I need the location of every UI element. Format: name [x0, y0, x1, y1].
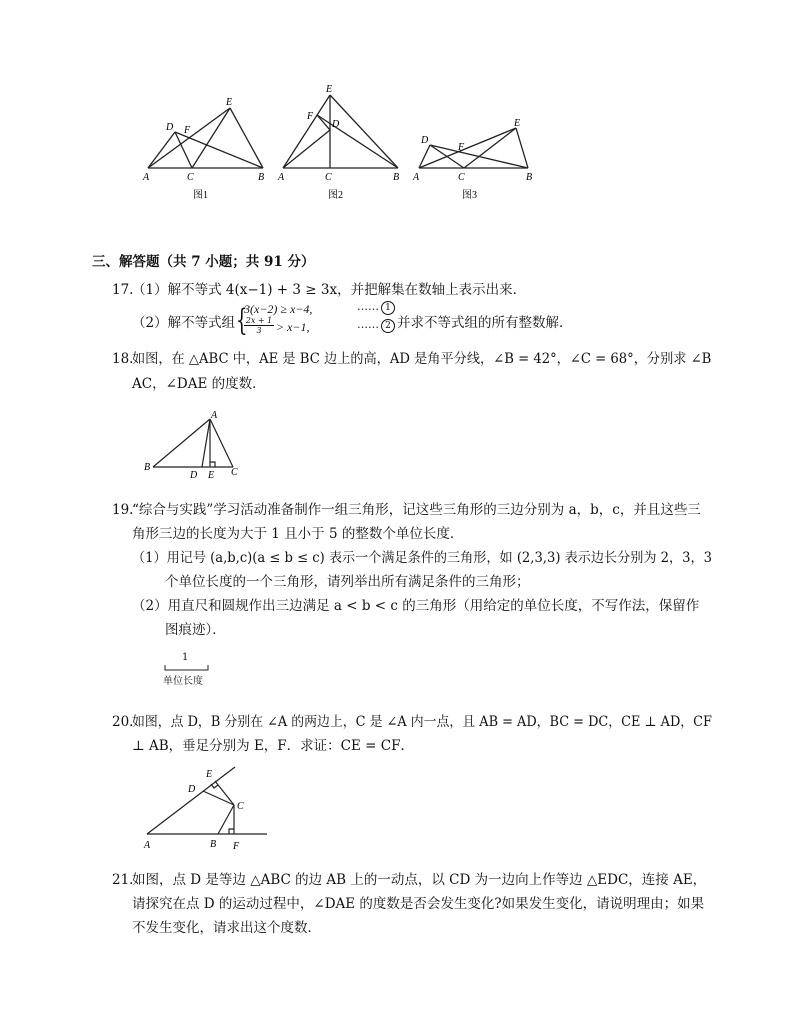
- q17-system-brace: {: [236, 303, 248, 338]
- fig2-caption: 图2: [328, 190, 343, 201]
- figure-2: [283, 95, 398, 168]
- q17-part2-prefix: （2）解不等式组: [132, 315, 236, 331]
- q17-dots-1: ……: [357, 300, 379, 313]
- q20-label-b: B: [210, 839, 217, 850]
- q20-label-a: A: [144, 840, 151, 851]
- top-figures: [0, 0, 794, 215]
- fig1-label-d: D: [166, 122, 174, 133]
- section-title: 三、解答题（共 7 小题；共 91 分）: [92, 254, 315, 270]
- q17-number: 17.: [112, 282, 134, 298]
- fig2-label-d: D: [332, 119, 340, 130]
- q18-line-ab: [153, 419, 210, 467]
- q18-label-e: E: [208, 470, 215, 481]
- fig3-label-a: A: [413, 172, 420, 183]
- fig3-label-c: C: [458, 172, 465, 183]
- fig2-label-e: E: [326, 84, 333, 95]
- fig3-label-e: E: [514, 118, 521, 129]
- q20-label-c: C: [237, 801, 244, 812]
- q17-circle-1: 1: [381, 301, 395, 315]
- q20-line2: ⊥ AB，垂足分别为 E，F．求证：CE = CF．: [132, 738, 414, 754]
- q17-circle-2: 2: [381, 319, 395, 333]
- fig1-label-a: A: [143, 172, 150, 183]
- q19-part2-line2: 图痕迹）．: [165, 622, 226, 638]
- q21-line3: 不发生变化，请求出这个度数．: [132, 920, 321, 936]
- q20-label-f: F: [233, 841, 240, 852]
- fig1-line-ce: [192, 108, 230, 168]
- fig1-label-b: B: [258, 172, 265, 183]
- q18-figure: [140, 405, 250, 485]
- fig1-label-e: E: [226, 97, 233, 108]
- q20-label-d: D: [188, 784, 196, 795]
- q18-label-b: B: [144, 462, 151, 473]
- q18-right-angle: [210, 462, 215, 467]
- fig1-caption: 图1: [193, 190, 208, 201]
- fig2-label-b: B: [393, 172, 400, 183]
- q19-part2-line1: （2）用直尺和圆规作出三边满足 a < b < c 的三角形（用给定的单位长度，不写作法，保留作: [132, 598, 700, 614]
- q19-unit-segment: [164, 664, 210, 672]
- q17-system-eq2-rest: > x−1,: [276, 320, 310, 334]
- figure-3: [419, 128, 528, 168]
- fig3-line-ce: [464, 128, 516, 168]
- q18-label-c: C: [231, 467, 238, 478]
- fig2-label-a: A: [278, 172, 285, 183]
- q20-line-dc: [203, 791, 234, 805]
- fig3-label-f: F: [458, 142, 465, 153]
- q19-part1-line1: （1）用记号 (a,b,c)(a ≤ b ≤ c) 表示一个满足条件的三角形，如 (2,3,3) 表示边长分别为 2，3，3: [132, 550, 712, 566]
- q20-label-e: E: [206, 769, 213, 780]
- q21-line1: 如图，点 D 是等边 △ABC 的边 AB 上的一动点，以 CD 为一边向上作等边 △EDC，连接 AE，: [132, 872, 707, 888]
- fig3-line-eb: [516, 128, 528, 168]
- q19-unit-value: 1: [182, 652, 189, 663]
- fig3-label-b: B: [526, 172, 533, 183]
- q19-number: 19.: [112, 502, 134, 518]
- fig2-line-ae: [283, 95, 330, 168]
- q20-right-angle-e: [211, 784, 218, 788]
- q20-ray-ad: [147, 767, 235, 834]
- q20-line-bc: [218, 805, 234, 834]
- q20-right-angle-f: [229, 829, 234, 834]
- q19-line2: 角形三边的长度为大于 1 且小于 5 的整数个单位长度．: [132, 526, 464, 542]
- q17-system-eq1: 3(x−2) ≥ x−4,: [244, 302, 313, 316]
- q18-line-ad: [202, 419, 210, 467]
- q17-eq2-numerator: 2x + 1: [245, 316, 273, 325]
- q19-part1-line2: 个单位长度的一个三角形，请列举出所有满足条件的三角形；: [165, 574, 530, 590]
- fig2-line-eb: [330, 95, 398, 168]
- fig3-caption: 图3: [462, 190, 477, 201]
- q19-line1: “综合与实践”学习活动准备制作一组三角形，记这些三角形的三边分别为 a，b，c，并且这些三: [132, 502, 701, 518]
- q18-line-ac: [210, 419, 233, 467]
- q18-line2: AC，∠DAE 的度数．: [132, 376, 266, 392]
- q21-line2: 请探究在点 D 的运动过程中，∠DAE 的度数是否会发生变化?如果发生变化，请说明理由；如果: [132, 896, 705, 912]
- q17-dots-2: ……: [357, 318, 379, 331]
- fig2-line-fb: [317, 115, 398, 168]
- fig1-label-f: F: [184, 125, 191, 136]
- q19-unit-label: 单位长度: [163, 676, 203, 687]
- q20-number: 20.: [112, 714, 134, 730]
- figure-1: [148, 108, 263, 168]
- q18-number: 18.: [112, 351, 134, 367]
- q18-label-d: D: [190, 470, 198, 481]
- q17-eq2-denominator: 3: [256, 326, 262, 335]
- q20-figure: [140, 760, 270, 855]
- q18-label-a: A: [211, 410, 218, 421]
- q17-part1: （1）解不等式 4(x−1) + 3 ≥ 3x，并把解集在数轴上表示出来．: [132, 282, 527, 298]
- fig1-label-c: C: [187, 172, 194, 183]
- fig1-line-db: [175, 132, 263, 168]
- q17-system-eq2-fraction: [244, 316, 274, 335]
- q21-number: 21.: [112, 872, 134, 888]
- fig1-line-ad: [148, 132, 175, 168]
- fig2-label-f: F: [307, 111, 314, 122]
- fig2-label-c: C: [325, 172, 332, 183]
- fig1-line-eb: [230, 108, 263, 168]
- fig2-line-ad: [283, 130, 330, 168]
- q18-line1: 如图，在 △ABC 中，AE 是 BC 边上的高，AD 是角平分线，∠B = 42°，∠C = 68°，分别求 ∠B: [132, 351, 712, 367]
- q20-line1: 如图，点 D，B 分别在 ∠A 的两边上，C 是 ∠A 内一点，且 AB = AD，BC = DC，CE ⊥ AD，CF: [132, 714, 712, 730]
- q20-line-ec: [215, 781, 234, 805]
- fig3-label-d: D: [421, 135, 429, 146]
- q17-part2-suffix: 并求不等式组的所有整数解．: [397, 315, 573, 331]
